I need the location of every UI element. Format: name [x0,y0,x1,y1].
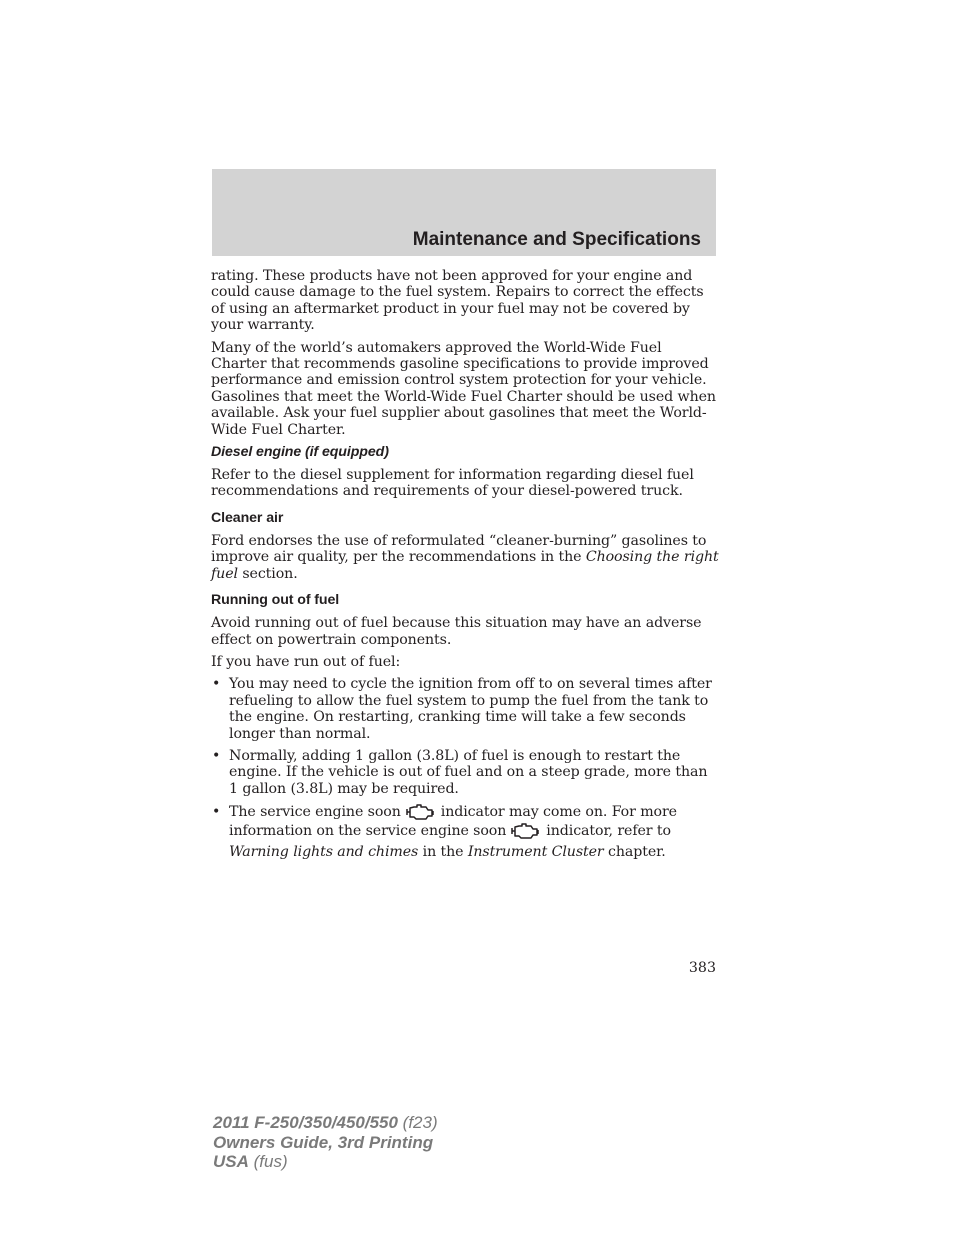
document-footer [213,1113,438,1172]
cleaner-text-start: Ford endorses the use of reformulated “cleaner-burning” gasolines to improve air quality, per the recommendations in the [211,532,707,566]
bullet-text: You may need to cycle the ignition from off to on several times after refueling to allow the fuel system to pump the fuel from the tank to the engine. On restarting, cranking time will take a few seconds longer than normal. [229,676,712,742]
reference-connector: in the [418,844,468,861]
bullet-text: Normally, adding 1 gallon (3.8L) of fuel is enough to restart the engine. If the vehicle is out of fuel and on a steep grade, more than 1 gallon (3.8L) may be required. [229,747,708,797]
list-item [211,676,719,742]
footer-model-code: (f23) [397,1113,438,1132]
footer-model: 2011 F-250/350/450/550 [213,1113,398,1132]
reference-warning-lights: Warning lights and chimes [229,844,419,861]
heading-diesel-engine: Diesel engine (if equipped) [211,444,389,461]
page-number: 383 [688,960,716,976]
bullet-text-part2: indicator may come on. For more information on the service engine soon [229,804,677,840]
bullet-text-part3: indicator, refer to [546,823,671,840]
engine-icon [405,803,435,821]
chapter-title: Maintenance and Specifications [412,229,701,250]
footer-market: USA [213,1152,249,1171]
list-item [211,803,719,862]
engine-icon [510,822,540,840]
paragraph-if-run-out: If you have run out of fuel: [211,653,401,670]
list-item [211,748,719,797]
footer-guide: Owners Guide, 3rd Printing [213,1132,434,1152]
footer-market-code: (fus) [248,1152,288,1171]
cleaner-text-end: section. [237,565,298,582]
reference-instrument-cluster: Instrument Cluster [467,844,604,861]
footer-line-guide [213,1133,438,1153]
paragraph-fuel-charter: Many of the world’s automakers approved the World-Wide Fuel Charter that recommends gasoline specifications to provide improved performance and emission control system protection for your vehicle. Gasolines that meet the World-Wide Fuel Charter should be used when available. Ask your fuel supplier about gasolines that meet the World-Wide Fuel Charter. [211,339,716,438]
paragraph-cleaner-air [211,533,719,582]
paragraph-running-out: Avoid running out of fuel because this situation may have an adverse effect on powertrain components. [211,615,702,648]
page-content [211,268,719,868]
footer-line-model [213,1113,438,1133]
paragraph-diesel: Refer to the diesel supplement for information regarding diesel fuel recommendations and requirements of your diesel-powered truck. [211,467,694,500]
bullet-reference-line [229,843,719,862]
chapter-header-band [212,169,716,256]
heading-running-out-of-fuel: Running out of fuel [211,592,340,609]
heading-cleaner-air: Cleaner air [211,509,284,526]
bullet-marker: • [212,747,221,764]
bullet-text-part1: The service engine soon [229,804,401,821]
reference-end: chapter. [603,844,666,861]
cleaner-text-reference: Choosing the right fuel [211,549,719,582]
bullet-marker: • [212,804,221,821]
footer-line-market [213,1152,438,1172]
bullet-marker: • [212,676,221,693]
paragraph-rating: rating. These products have not been approved for your engine and could cause damage to the fuel system. Repairs to correct the effects of using an aftermarket product in your fuel may not be covered by your warranty. [211,268,704,334]
bullet-list [211,676,719,862]
